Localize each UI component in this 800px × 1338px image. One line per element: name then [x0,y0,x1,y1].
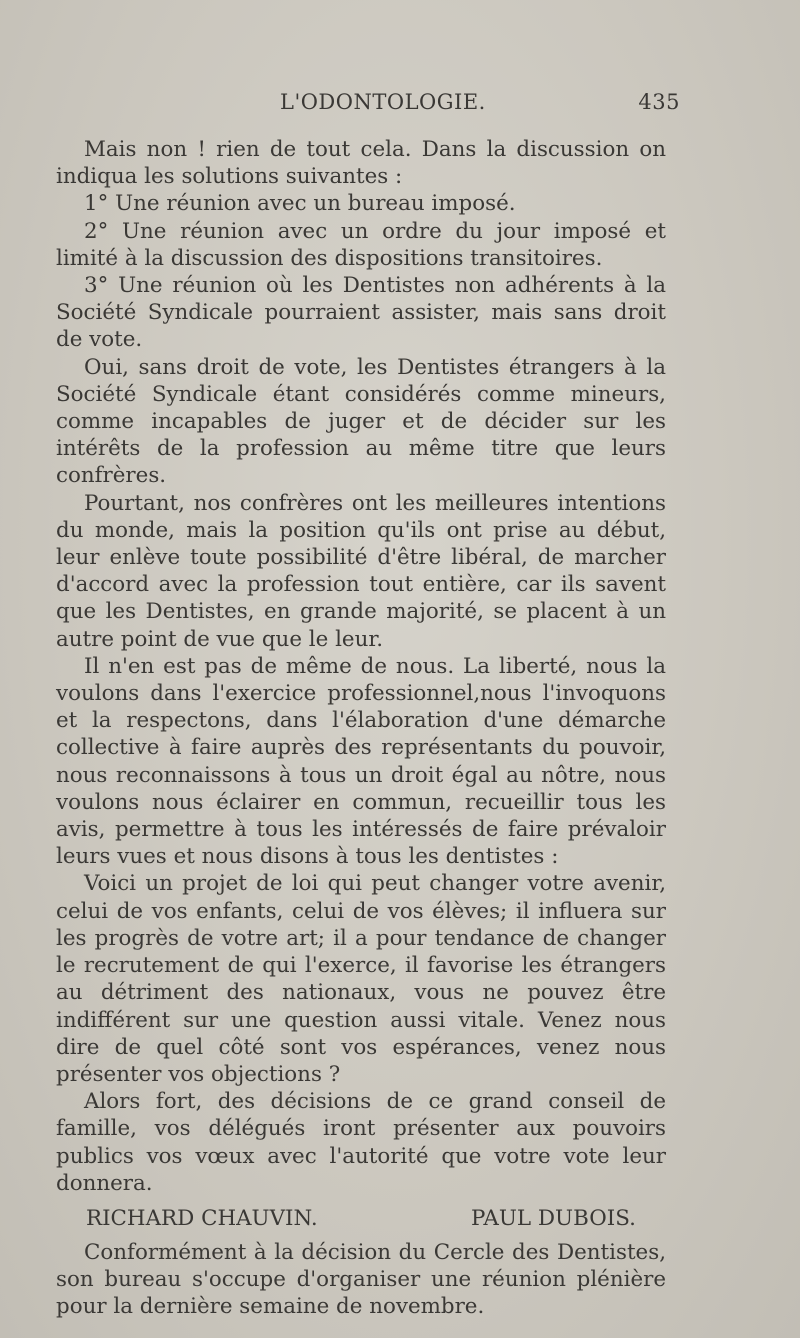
paragraph: 2° Une réunion avec un ordre du jour imposé et limité à la discussion des dispositions transitoires. [56,218,666,271]
paragraph: Voici un projet de loi qui peut changer votre avenir, celui de vos enfants, celui de vos élèves; il influera sur les progrès de votre art; il a pour tendance de changer le recrutement de qui l'exerce, il favorise les étrangers au détriment des nationaux, vous ne pouvez être indifférent sur une question aussi vitale. Venez nous dire de quel côté sont vos espérances, venez nous présenter vos objections ? [56,871,666,1087]
paragraph: Oui, sans droit de vote, les Dentistes étrangers à la Société Syndicale étant considérés comme mineurs, comme incapables de juger et de décider sur les intérêts de la profession au même titre que leurs confrères. [56,354,666,489]
signatures [56,1205,666,1239]
paragraph: Pourtant, nos confrères ont les meilleures intentions du monde, mais la position qu'ils ont prise au début, leur enlève toute possibilité d'être libéral, de marcher d'accord avec la profession tout entière, car ils savent que les Dentistes, en grande majorité, se placent à un autre point de vue que le leur. [56,490,666,652]
page-number: 435 [638,90,680,114]
page-body [56,136,666,1321]
paragraph: 1° Une réunion avec un bureau imposé. [84,191,516,217]
paragraph: Mais non ! rien de tout cela. Dans la discussion on indiqua les solutions suivantes : [56,137,666,190]
paragraph: Alors fort, des décisions de ce grand conseil de famille, vos délégués iront présenter aux pouvoirs publics vos vœux avec l'autorité que votre vote leur donnera. [56,1089,666,1196]
paragraph: Il n'en est pas de même de nous. La liberté, nous la voulons dans l'exercice professionnel,nous l'invoquons et la respectons, dans l'élaboration d'une démarche collective à faire auprès des représentants du pouvoir, nous reconnaissons à tous un droit égal au nôtre, nous voulons nous éclairer en commun, recueillir tous les avis, permettre à tous les intéressés de faire prévaloir leurs vues et nous disons à tous les dentistes : [56,653,666,870]
signature-right: PAUL DUBOIS. [471,1205,636,1231]
closing-paragraph: Conformément à la décision du Cercle des Dentistes, son bureau s'occupe d'organiser une réunion plénière pour la dernière semaine de novembre. [56,1239,666,1320]
signature-left: RICHARD CHAUVIN. [86,1205,318,1231]
running-header [58,90,680,120]
paragraph: 3° Une réunion où les Dentistes non adhérents à la Société Syndicale pourraient assister, mais sans droit de vote. [56,273,666,353]
running-title: L'ODONTOLOGIE. [280,90,486,114]
